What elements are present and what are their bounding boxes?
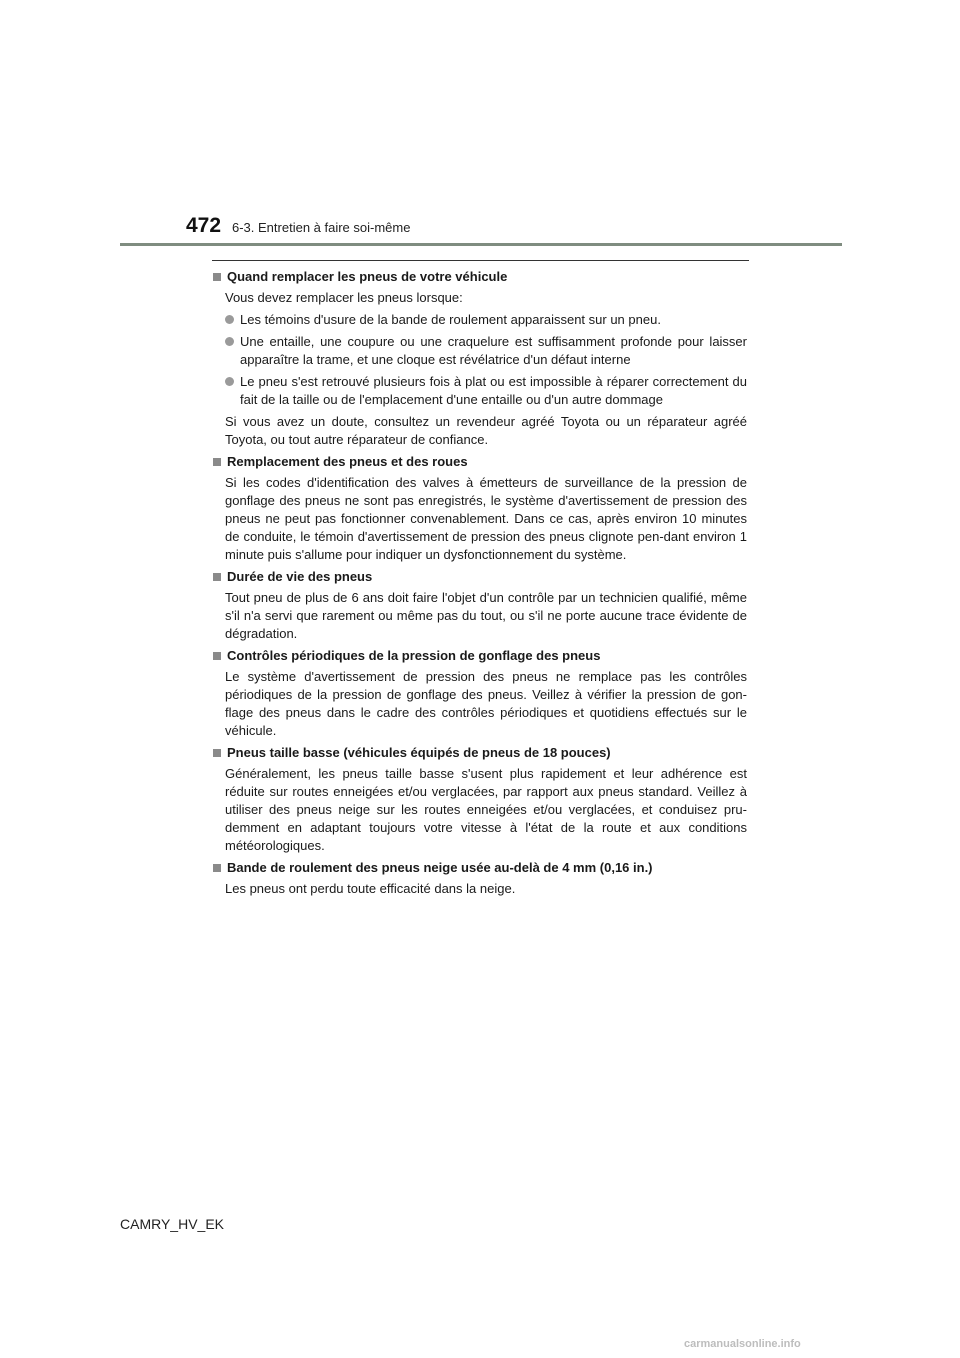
page-number: 472 <box>186 214 222 237</box>
square-bullet-icon <box>213 273 221 281</box>
section-intro: Vous devez remplacer les pneus lorsque: <box>225 290 463 305</box>
section-title: Remplacement des pneus et des roues <box>227 454 468 469</box>
watermark: carmanualsonline.info <box>684 1338 801 1350</box>
chapter-title: 6-3. Entretien à faire soi-même <box>232 220 411 235</box>
section-body: Si les codes d'identification des valves à émetteurs de surveillance de la pression de gonflage des pneus ne sont pas enregistrés, le système d'avertissement de pression des pneus ne peut pas fonctionner convenablement. Dans ce cas, après environ 10 minutes de conduite, le témoin d'avertissement de pression des pneus clignote pen-dant environ 1 minute puis s'allume pour indiquer un dysfonctionnement du système. <box>225 475 747 562</box>
square-bullet-icon <box>213 652 221 660</box>
circle-bullet-icon <box>225 337 234 346</box>
model-code: CAMRY_HV_EK <box>120 1216 225 1232</box>
list-item <box>212 373 747 409</box>
section-title: Contrôles périodiques de la pression de gonflage des pneus <box>227 648 601 663</box>
list-item-text: Le pneu s'est retrouvé plusieurs fois à plat ou est impossible à réparer correctement du fait de la taille ou de l'emplacement d'une entaille ou d'un autre dommage <box>240 374 747 407</box>
section-tire-lifespan <box>212 568 747 643</box>
section-title: Bande de roulement des pneus neige usée au-delà de 4 mm (0,16 in.) <box>227 860 653 875</box>
square-bullet-icon <box>213 573 221 581</box>
section-pressure-checks <box>212 647 747 740</box>
section-title: Durée de vie des pneus <box>227 569 373 584</box>
page-content <box>212 268 747 902</box>
square-bullet-icon <box>213 458 221 466</box>
section-tire-wheel-replacement <box>212 453 747 564</box>
section-outro: Si vous avez un doute, consultez un revendeur agréé Toyota ou un réparateur agréé Toyota, ou tout autre réparateur de confiance. <box>225 414 747 447</box>
circle-bullet-icon <box>225 377 234 386</box>
section-body: Le système d'avertissement de pression des pneus ne remplace pas les contrôles périodiques de la pression de gonflage des pneus. Veillez à vérifier la pression de gon-flage des pneus dans le cadre des contrôles périodiques et quotidiens effectués sur le véhicule. <box>225 669 747 738</box>
section-snow-tire-wear <box>212 859 747 898</box>
section-title: Quand remplacer les pneus de votre véhicule <box>227 269 508 284</box>
list-item-text: Une entaille, une coupure ou une craquelure est suffisamment profonde pour laisser apparaître la trame, et une cloque est révélatrice d'un défaut interne <box>240 334 747 367</box>
section-body: Les pneus ont perdu toute efficacité dans la neige. <box>225 881 516 896</box>
list-item <box>212 333 747 369</box>
section-title: Pneus taille basse (véhicules équipés de pneus de 18 pouces) <box>227 745 611 760</box>
list-item <box>212 311 747 329</box>
content-rule <box>212 260 749 261</box>
square-bullet-icon <box>213 749 221 757</box>
section-tire-replacement-timing <box>212 268 747 449</box>
circle-bullet-icon <box>225 315 234 324</box>
section-low-profile-tires <box>212 744 747 855</box>
square-bullet-icon <box>213 864 221 872</box>
section-body: Généralement, les pneus taille basse s'usent plus rapidement et leur adhérence est réduite sur routes enneigées et/ou verglacées, par rapport aux pneus standard. Veillez à utiliser des pneus neige sur les routes enneigées et/ou verglacées, et conduisez pru-demment en adaptant toujours votre vitesse à l'état de la route et aux conditions météorologiques. <box>225 766 747 853</box>
list-item-text: Les témoins d'usure de la bande de roulement apparaissent sur un pneu. <box>240 312 661 327</box>
section-body: Tout pneu de plus de 6 ans doit faire l'objet d'un contrôle par un technicien qualifié, même s'il n'a servi que rarement ou même pas du tout, ou s'il ne porte aucune trace évidente de dégradation. <box>225 590 747 641</box>
header-rule <box>120 243 842 246</box>
